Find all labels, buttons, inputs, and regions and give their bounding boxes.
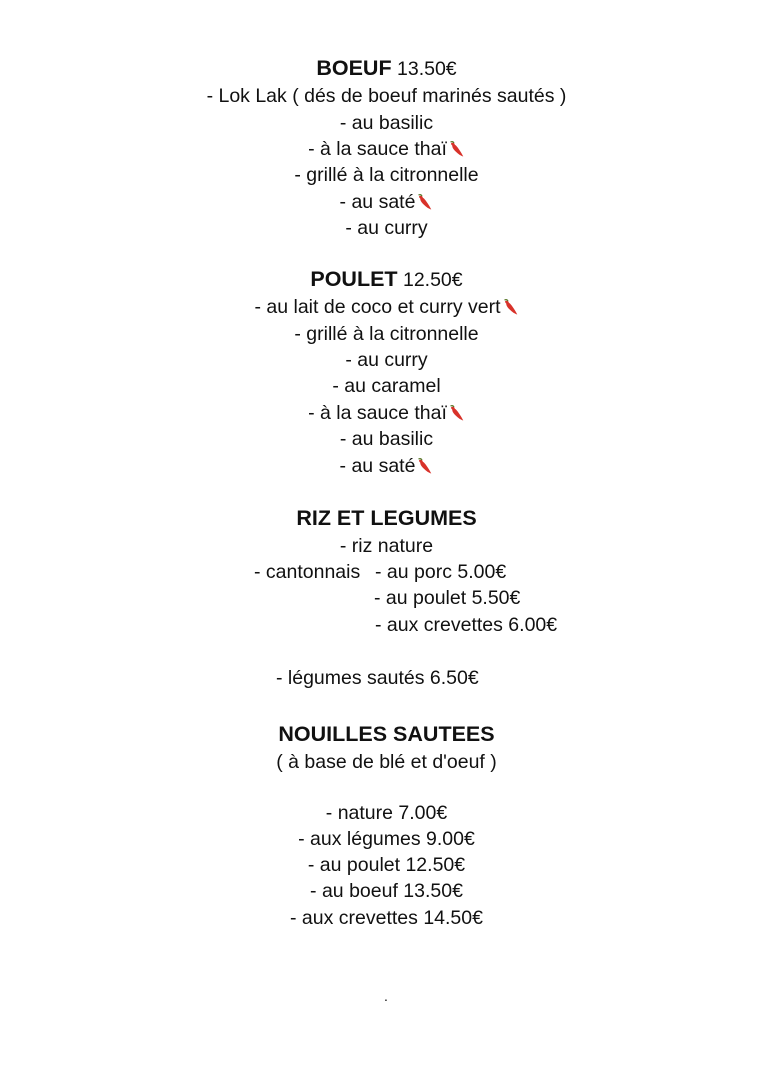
nouilles-heading <box>0 721 763 747</box>
chili-pepper-icon <box>416 457 433 475</box>
riz-legumes-label: - légumes sautés 6.50€ <box>276 667 479 689</box>
footer-dot: . <box>384 988 388 1004</box>
nouilles-item <box>0 852 763 878</box>
chili-pepper-icon <box>448 404 465 422</box>
boeuf-item <box>0 83 763 109</box>
riz-cantonnais-label: - cantonnais <box>254 561 361 583</box>
poulet-item <box>0 400 763 426</box>
boeuf-item <box>0 110 763 136</box>
riz-heading <box>0 505 763 531</box>
boeuf-item <box>0 215 763 241</box>
poulet-item-label: - au curry <box>345 349 428 371</box>
nouilles-subtitle <box>0 749 763 775</box>
poulet-item-label: - au lait de coco et curry vert <box>254 296 501 318</box>
poulet-title: POULET <box>310 267 398 291</box>
nouilles-item <box>0 826 763 852</box>
poulet-item <box>0 347 763 373</box>
nouilles-subtitle-label: ( à base de blé et d'oeuf ) <box>276 751 497 773</box>
riz-cantonnais-item: - au porc 5.00€ <box>375 561 507 583</box>
nouilles-item-label: - au poulet 12.50€ <box>307 854 466 876</box>
poulet-heading <box>0 266 763 292</box>
nouilles-item <box>0 800 763 826</box>
boeuf-item <box>0 162 763 188</box>
riz-nature-label: - riz nature <box>339 535 434 557</box>
nouilles-title: NOUILLES SAUTEES <box>278 722 495 746</box>
boeuf-heading <box>0 55 763 81</box>
nouilles-item-label: - nature 7.00€ <box>325 802 448 824</box>
boeuf-item-label: - Lok Lak ( dés de boeuf marinés sautés ) <box>206 85 567 107</box>
chili-pepper-icon <box>502 298 519 316</box>
nouilles-item-label: - aux crevettes 14.50€ <box>290 907 483 929</box>
nouilles-item-label: - aux légumes 9.00€ <box>298 828 475 850</box>
nouilles-item <box>0 878 763 904</box>
boeuf-title: BOEUF <box>316 56 392 80</box>
nouilles-item-label: - au boeuf 13.50€ <box>310 880 463 902</box>
boeuf-item-label: - au basilic <box>339 112 434 134</box>
boeuf-item <box>0 189 763 215</box>
poulet-item <box>0 426 763 452</box>
boeuf-item-label: - grillé à la citronnelle <box>294 164 479 186</box>
poulet-item-label: - à la sauce thaï <box>308 402 447 424</box>
poulet-item-label: - au basilic <box>339 428 434 450</box>
riz-title: RIZ ET LEGUMES <box>296 506 477 530</box>
poulet-item-label: - au saté <box>339 455 416 477</box>
poulet-item-label: - grillé à la citronnelle <box>294 323 479 345</box>
poulet-item <box>0 453 763 479</box>
poulet-item <box>0 373 763 399</box>
chili-pepper-icon <box>448 140 465 158</box>
poulet-item <box>0 294 763 320</box>
riz-cantonnais-item: - au poulet 5.50€ <box>374 587 521 609</box>
boeuf-item <box>0 136 763 162</box>
poulet-item-label: - au caramel <box>332 375 441 397</box>
boeuf-item-label: - à la sauce thaï <box>308 138 447 160</box>
riz-item <box>0 533 763 559</box>
nouilles-item <box>0 905 763 931</box>
chili-pepper-icon <box>416 193 433 211</box>
poulet-price: 12.50€ <box>402 269 463 291</box>
poulet-item <box>0 321 763 347</box>
riz-cantonnais-item: - aux crevettes 6.00€ <box>375 614 558 636</box>
boeuf-price: 13.50€ <box>397 58 457 80</box>
boeuf-item-label: - au curry <box>345 217 428 239</box>
boeuf-item-label: - au saté <box>339 191 416 213</box>
